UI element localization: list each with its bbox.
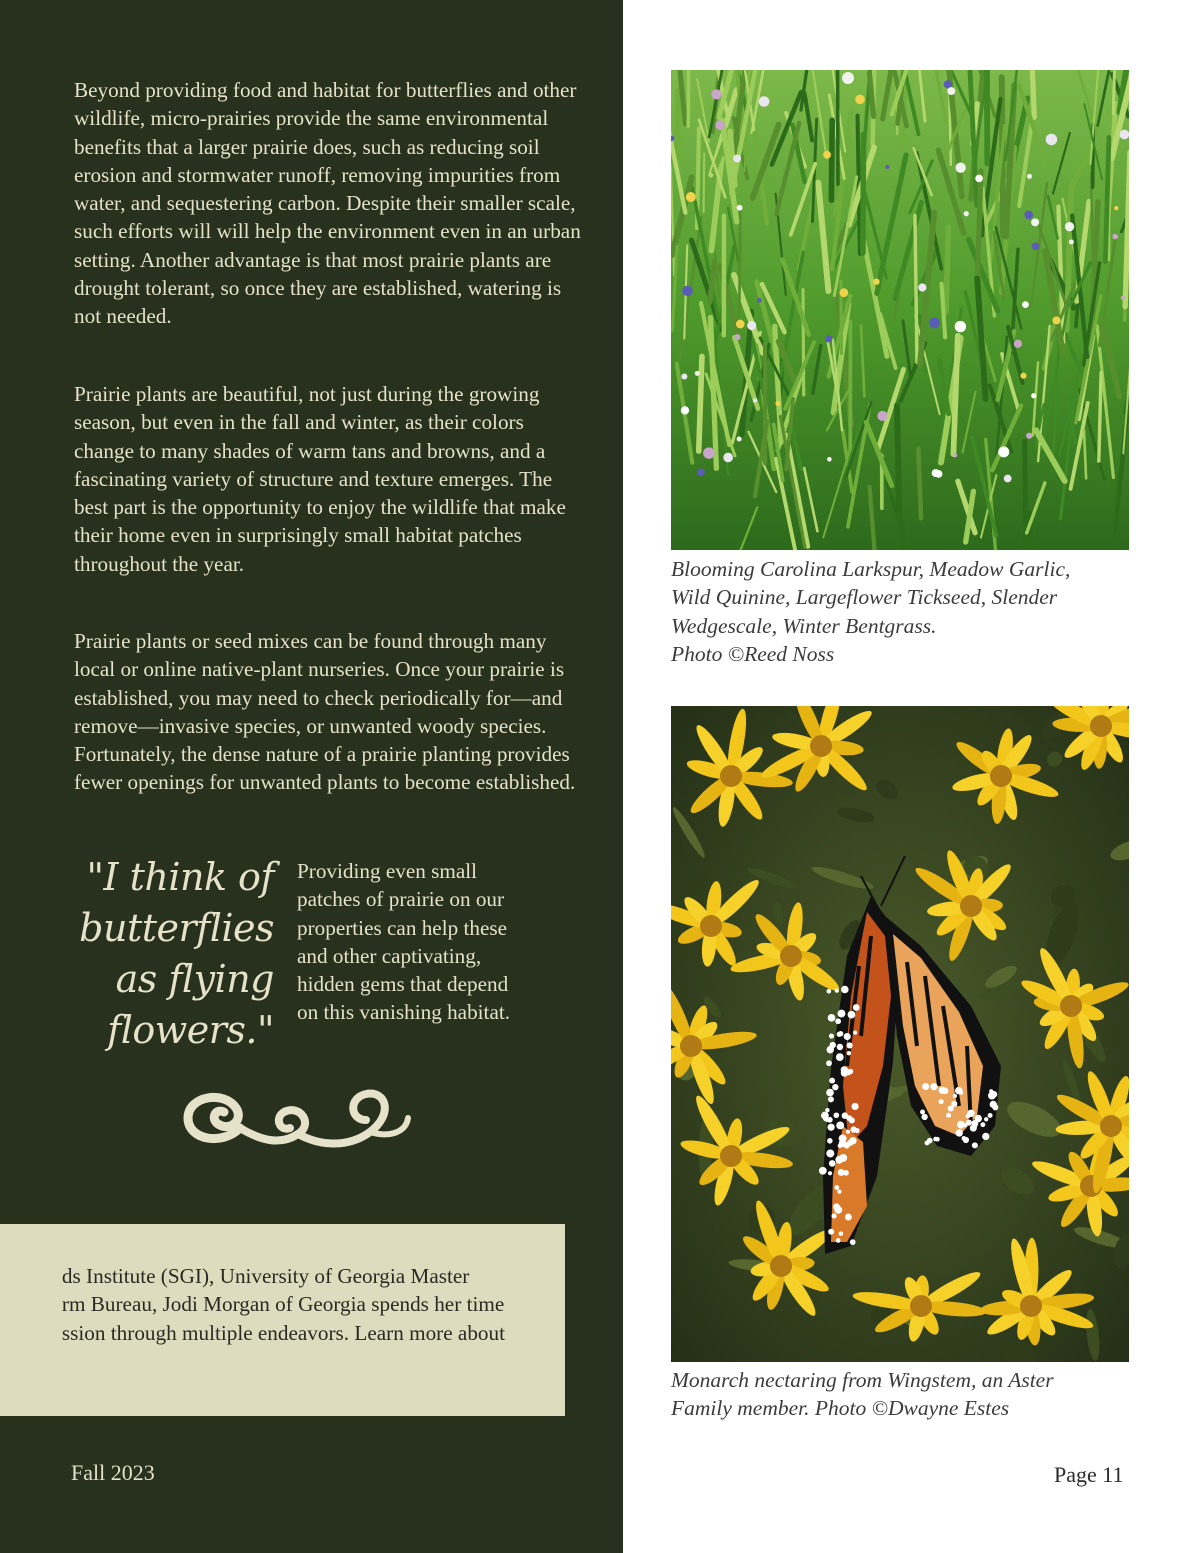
caption-line: Wild Quinine, Largeflower Tickseed, Slender [671,585,1058,610]
monarch-caption [671,1366,1141,1423]
caption-line: Wedgescale, Winter Bentgrass. [671,613,937,638]
caption-line: Family member. Photo ©Dwayne Estes [671,1396,1010,1421]
page-number: Page 11 [1054,1462,1124,1487]
bio-line: ssion through multiple endeavors. Learn more about [61,1320,505,1345]
pull-quote: "I think of butterflies as flying flowers." [79,855,274,1052]
author-bio-box [0,1224,565,1416]
caption-line: Photo ©Reed Noss [671,641,835,666]
flourish-ornament [180,1088,416,1148]
caption-line: Monarch nectaring from Wingstem, an Aster [671,1368,1054,1392]
bio-line: ds Institute (SGI), University of Georgia Master [61,1264,470,1288]
body-paragraph: Beyond providing food and habitat for butterflies and other wildlife, micro-prairies provide the same environmental benefits that a larger prairie does, such as reducing soil erosion and stormwater runoff, removing impurities from water, and sequestering carbon. Despite their smaller scale, such efforts will will help the environment even in an urban setting. Another advantage is that most prairie plants are drought tolerant, so once they are established, watering is not needed. [74,78,581,329]
body-paragraph: Prairie plants or seed mixes can be found through many local or online native-plant nurseries. Once your prairie is established, you may need to check periodically for—and remove—invasive species, or unwanted woody species. Fortunately, the dense nature of a prairie planting provides fewer openings for unwanted plants to become established. [74,629,576,795]
meadow-caption [671,555,1141,668]
body-paragraph: Prairie plants are beautiful, not just during the growing season, but even in the fall and winter, as their colors change to many shades of warm tans and browns, and a fascinating variety of structure and texture emerges. The best part is the opportunity to enjoy the wildlife that make their home even in surprisingly small habitat patches throughout the year. [74,382,566,576]
monarch-photo [671,706,1129,1362]
bio-line: rm Bureau, Jodi Morgan of Georgia spends her time [61,1292,505,1317]
caption-line: Blooming Carolina Larkspur, Meadow Garlic, [671,557,1071,581]
side-text: Providing even small patches of prairie on our properties can help these and other captivating, hidden gems that depend on this vanishing habitat. [297,859,511,1025]
meadow-photo [671,70,1129,550]
author-bio [62,1262,505,1347]
issue-season: Fall 2023 [71,1460,155,1485]
